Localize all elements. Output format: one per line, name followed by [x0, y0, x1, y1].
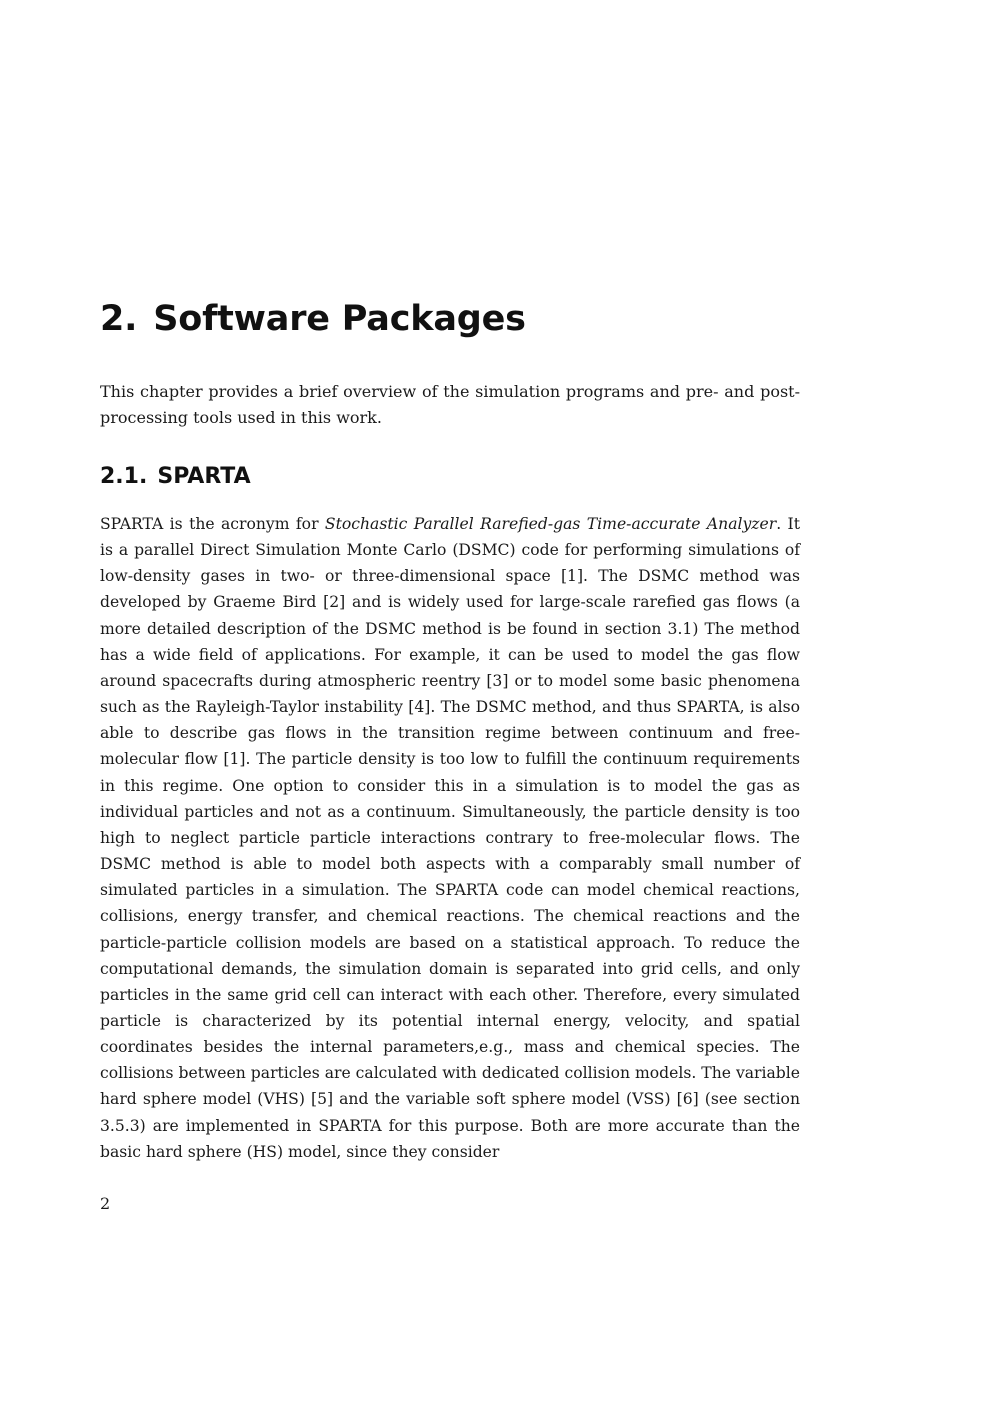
chapter-title: Software Packages: [153, 299, 526, 339]
acronym-expansion: Stochastic Parallel Rarefied-gas Time-accurate Analyzer: [324, 515, 777, 533]
chapter-intro-paragraph: This chapter provides a brief overview of the simulation programs and pre- and post-processing tools used in this work.: [100, 382, 800, 428]
paragraph-body: . It is a parallel Direct Simulation Monte Carlo (DSMC) code for performing simulations of low-density gases in two- or three-dimensional space [1]. The DSMC method was developed by Graeme Bird [2] and is widely used for large-scale rarefied gas flows (a more detailed description of the DSMC method is be found in section 3.1) The method has a wide field of applications. For example, it can be used to model the gas flow around spacecrafts during atmospheric reentry [3] or to model some basic phenomena such as the Rayleigh-Taylor instability [4]. The DSMC method, and thus SPARTA, is also able to describe gas flows in the transition regime between continuum and free-molecular flow [1]. The particle density is too low to fulfill the continuum requirements in this regime. One option to consider this in a simulation is to model the gas as individual particles and not as a continuum. Simultaneously, the particle density is too high to neglect particle particle interactions contrary to free-molecular flows. The DSMC method is able to model both aspects with a comparably small number of simulated particles in a simulation. The SPARTA code can model chemical reactions, collisions, energy transfer, and chemical reactions. The chemical reactions and the particle-particle collision models are based on a statistical approach. To reduce the computational demands, the simulation domain is separated into grid cells, and only particles in the same grid cell can interact with each other. Therefore, every simulated particle is characterized by its potential internal energy, velocity, and spatial coordinates besides the internal parameters,e.g., mass and chemical species. The collisions between particles are calculated with dedicated collision models. The variable hard sphere model (VHS) [5] and the variable soft sphere model (VSS) [6] (see section 3.5.3) are implemented in SPARTA for this purpose. Both are more accurate than the basic hard sphere (HS) model, since they consider: [100, 515, 800, 1161]
chapter-heading: [100, 296, 526, 342]
section-heading: [100, 462, 251, 492]
section-title: SPARTA: [157, 464, 251, 489]
chapter-number: 2.: [100, 299, 138, 339]
page-number: 2: [100, 1194, 111, 1213]
section-number: 2.1.: [100, 464, 148, 489]
paragraph-lead: SPARTA is the acronym for: [100, 515, 325, 533]
sparta-paragraph: [100, 511, 800, 1165]
